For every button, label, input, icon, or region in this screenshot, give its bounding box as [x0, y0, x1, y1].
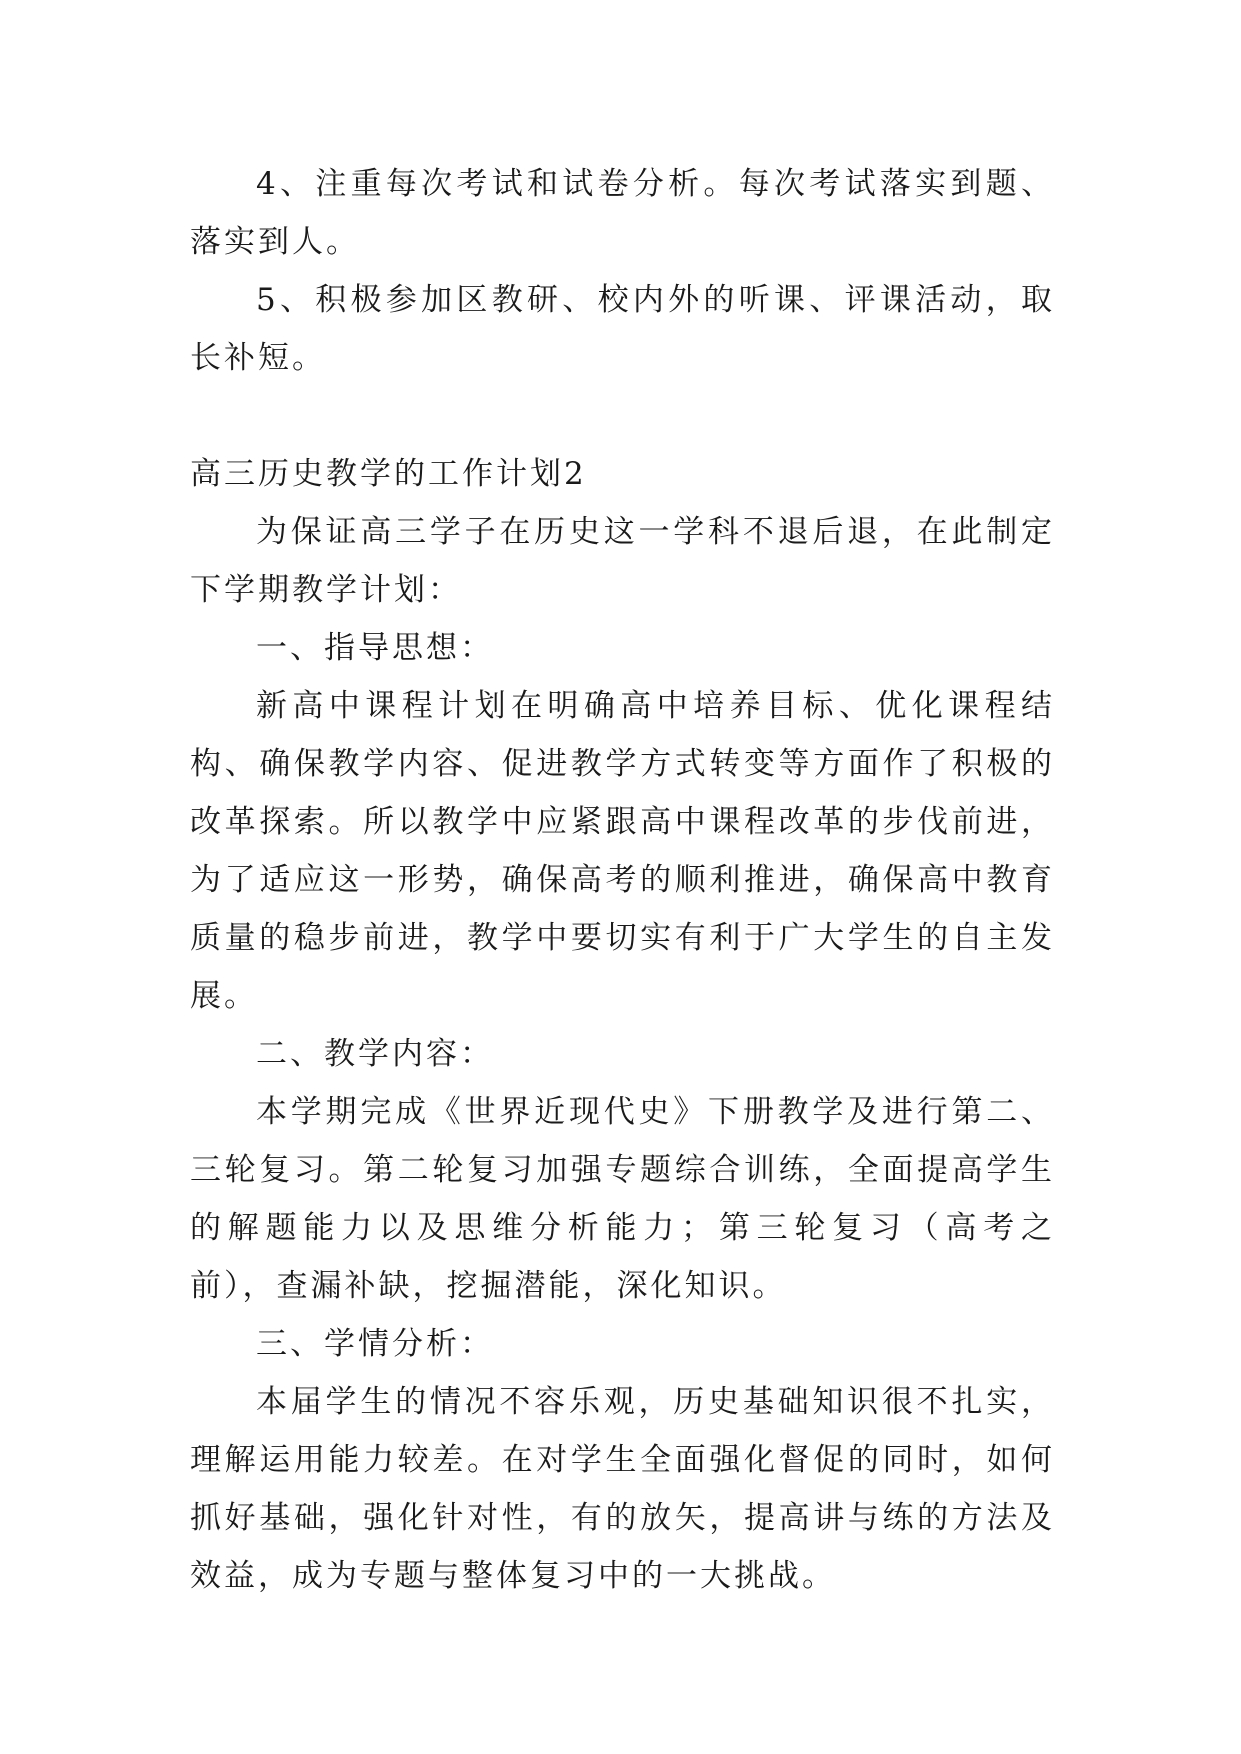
subheading-teaching-content: 二、教学内容：: [256, 1036, 494, 1072]
paragraph-teaching-research: 5、积极参加区教研、校内外的听课、评课活动，取长补短。: [190, 282, 1055, 376]
paragraph-exam-analysis: 4、注重每次考试和试卷分析。每次考试落实到题、落实到人。: [190, 166, 1055, 260]
paragraph-teaching-content: 本学期完成《世界近现代史》下册教学及进行第二、三轮复习。第二轮复习加强专题综合训练，全面提高学生的解题能力以及思维分析能力；第三轮复习（高考之前），查漏补缺，挖掘潜能，深化知识。: [190, 1094, 1055, 1304]
paragraph-guiding-ideology: 新高中课程计划在明确高中培养目标、优化课程结构、确保教学内容、促进教学方式转变等方面作了积极的改革探索。所以教学中应紧跟高中课程改革的步伐前进，为了适应这一形势，确保高考的顺利推进，确保高中教育质量的稳步前进，教学中要切实有利于广大学生的自主发展。: [190, 688, 1055, 1014]
section-title: 高三历史教学的工作计划2: [190, 456, 587, 492]
paragraph-student-analysis: 本届学生的情况不容乐观，历史基础知识很不扎实，理解运用能力较差。在对学生全面强化督促的同时，如何抓好基础，强化针对性，有的放矢，提高讲与练的方法及效益，成为专题与整体复习中的一大挑战。: [190, 1384, 1055, 1594]
subheading-student-analysis: 三、学情分析：: [256, 1326, 494, 1362]
paragraph-intro: 为保证高三学子在历史这一学科不退后退，在此制定下学期教学计划：: [190, 514, 1055, 608]
document-page: [190, 155, 1055, 1605]
subheading-guiding-ideology: 一、指导思想：: [256, 630, 494, 666]
